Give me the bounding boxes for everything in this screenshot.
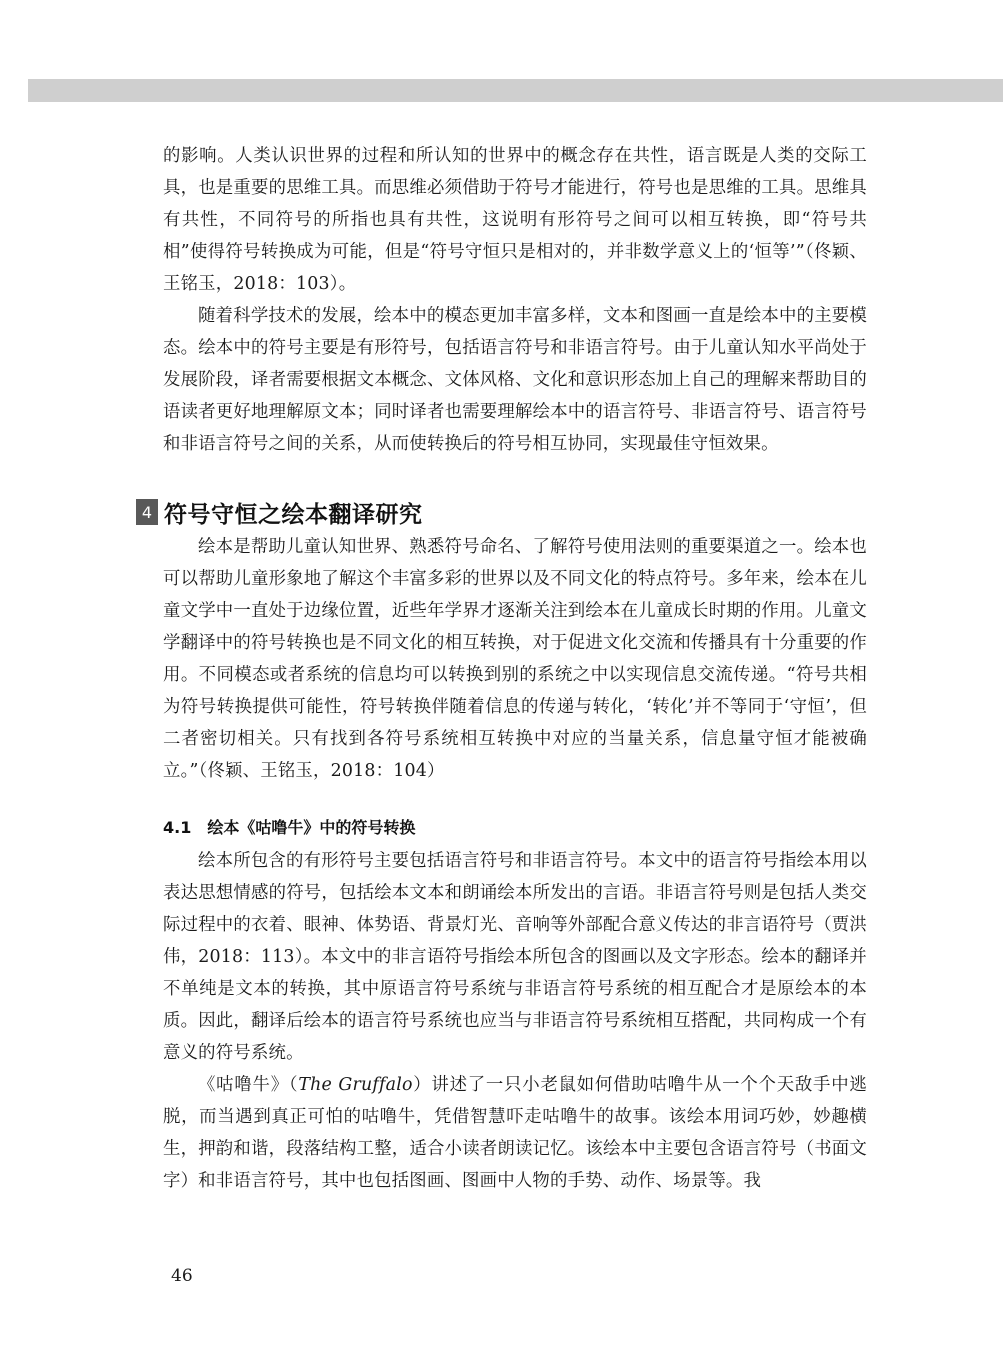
paragraph-2-rest: ）讲述了一只小老鼠如何借助咕噜牛从一个个天敌手中逃脱，而当遇到真正可怕的咕噜牛，凭借智慧吓走咕噜牛的故事。该绘本用词巧妙，妙趣横生，押韵和谐，段落结构工整，适合小读者朗读记忆。该绘本中主要包含语言符号（书面文字）和非语言符号，其中也包括图画、图画中人物的手势、动作、场景等。我 xyxy=(163,1075,867,1191)
paragraph-continuation: 的影响。人类认识世界的过程和所认知的世界中的概念存在共性，语言既是人类的交际工具，也是重要的思维工具。而思维必须借助于符号才能进行，符号也是思维的工具。思维具有共性，不同符号的所指也具有共性，这说明有形符号之间可以相互转换，即“符号共相”使得符号转换成为可能，但是“符号守恒只是相对的，并非数学意义上的‘恒等’”（佟颖、王铭玉，2018：103）。 xyxy=(163,146,867,294)
subsection-heading xyxy=(163,815,867,841)
header-bar xyxy=(28,79,1003,102)
book-title-english: The Gruffalo xyxy=(298,1075,413,1095)
section-paragraph: 绘本是帮助儿童认知世界、熟悉符号命名、了解符号使用法则的重要渠道之一。绘本也可以帮助儿童形象地了解这个丰富多彩的世界以及不同文化的特点符号。多年来，绘本在儿童文学中一直处于边缘位置，近些年学界才逐渐关注到绘本在儿童成长时期的作用。儿童文学翻译中的符号转换也是不同文化的相互转换，对于促进文化交流和传播具有十分重要的作用。不同模态或者系统的信息均可以转换到别的系统之中以实现信息交流传递。“符号共相为符号转换提供可能性，符号转换伴随着信息的传递与转化，‘转化’并不等同于‘守恒’，但二者密切相关。只有找到各符号系统相互转换中对应的当量关系，信息量守恒才能被确立。”（佟颖、王铭玉，2018：104） xyxy=(163,537,867,781)
section-number-badge: 4 xyxy=(136,499,158,525)
section-title: 符号守恒之绘本翻译研究 xyxy=(164,501,423,528)
subsection-number: 4.1 xyxy=(163,818,192,837)
paragraph-modality: 随着科学技术的发展，绘本中的模态更加丰富多样，文本和图画一直是绘本中的主要模态。绘本中的符号主要是有形符号，包括语言符号和非语言符号。由于儿童认知水平尚处于发展阶段，译者需要根据文本概念、文体风格、文化和意识形态加上自己的理解来帮助目的语读者更好地理解原文本；同时译者也需要理解绘本中的语言符号、非语言符号、语言符号和非语言符号之间的关系，从而使转换后的符号相互协同，实现最佳守恒效果。 xyxy=(163,306,867,454)
page-body xyxy=(141,140,867,1197)
page-number: 46 xyxy=(171,1266,193,1286)
paragraph-2-start: 《咕噜牛》（ xyxy=(198,1075,299,1095)
subsection-paragraph-2 xyxy=(163,1069,867,1197)
section-heading xyxy=(136,493,867,531)
subsection-paragraph-1: 绘本所包含的有形符号主要包括语言符号和非语言符号。本文中的语言符号指绘本用以表达思想情感的符号，包括绘本文本和朗诵绘本所发出的言语。非语言符号则是包括人类交际过程中的衣着、眼神、体势语、背景灯光、音响等外部配合意义传达的非言语符号（贾洪伟，2018：113）。本文中的非言语符号指绘本所包含的图画以及文字形态。绘本的翻译并不单纯是文本的转换，其中原语言符号系统与非语言符号系统的相互配合才是原绘本的本质。因此，翻译后绘本的语言符号系统也应当与非语言符号系统相互搭配，共同构成一个有意义的符号系统。 xyxy=(163,851,867,1063)
subsection-title: 绘本《咕噜牛》中的符号转换 xyxy=(207,818,416,837)
